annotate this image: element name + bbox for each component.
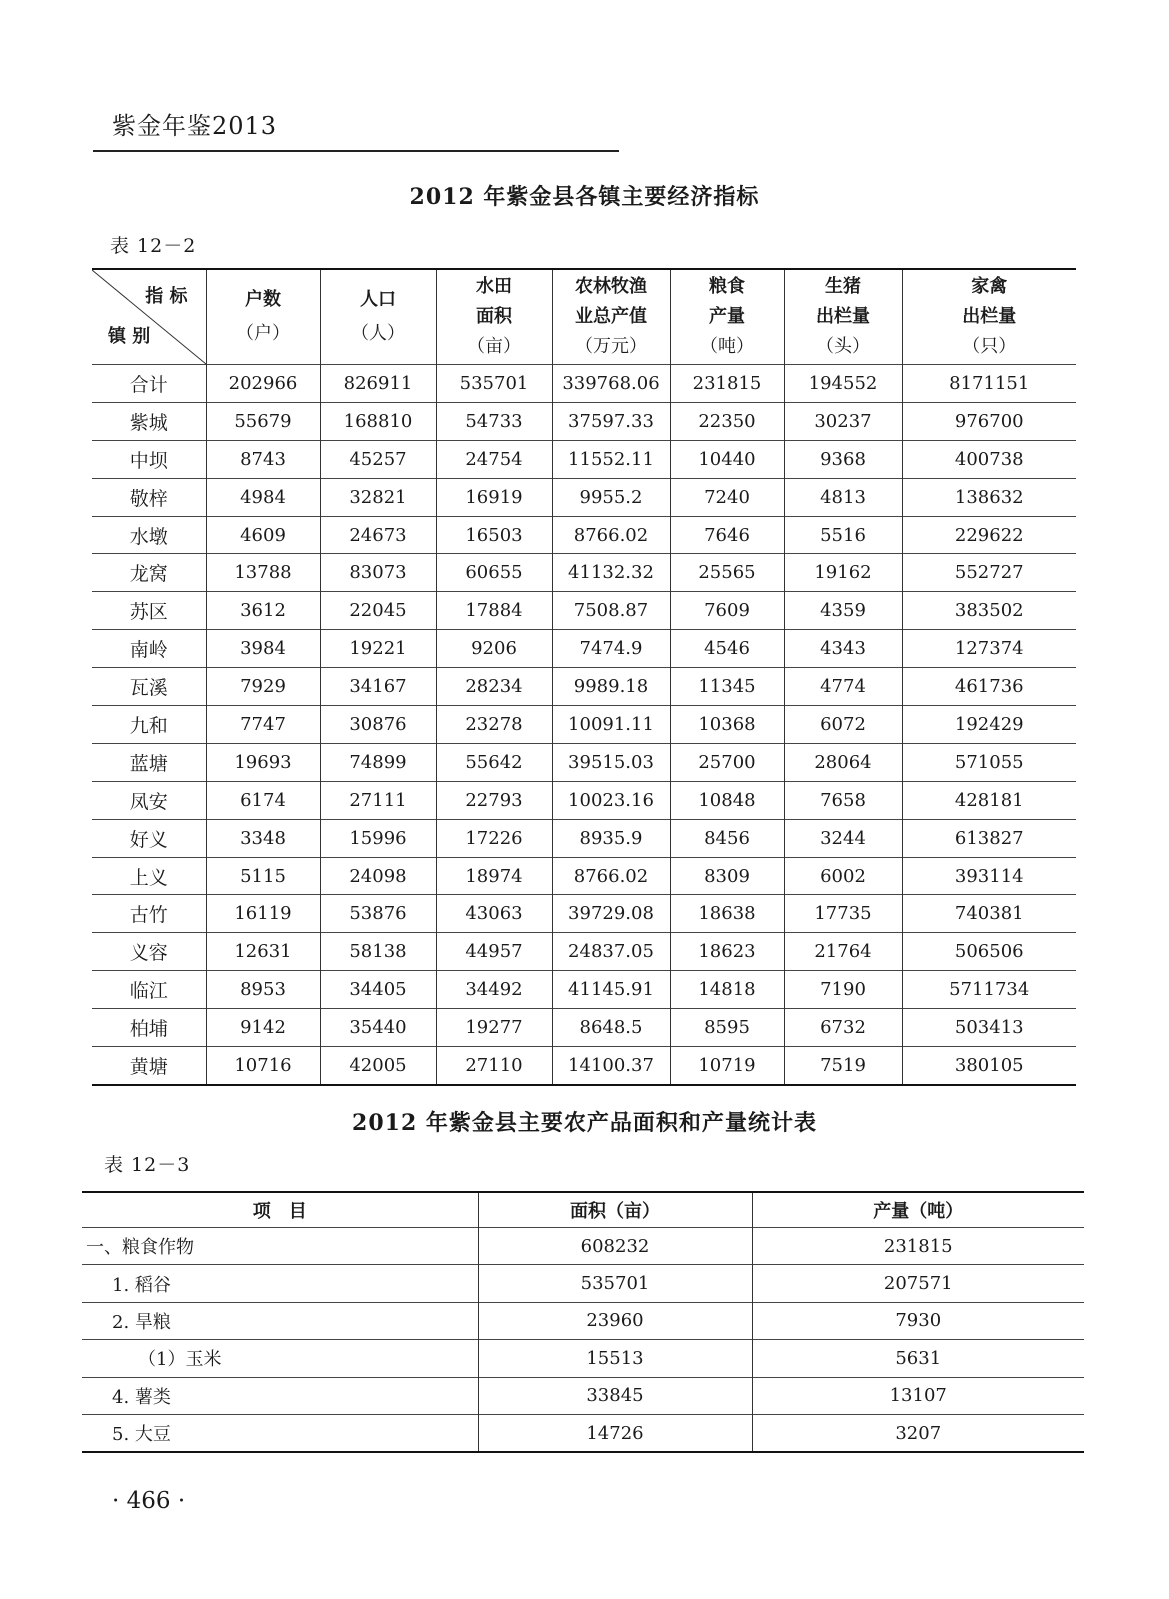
value-cell: 826911 [320, 365, 436, 403]
column-header [552, 269, 670, 365]
value-cell: 30876 [320, 706, 436, 744]
town-name-cell: 黄塘 [92, 1047, 206, 1085]
column-header-unit: （人） [351, 323, 405, 344]
column-header-name: 户数 [245, 289, 281, 310]
value-cell: 9142 [206, 1009, 320, 1047]
value-cell: 10719 [670, 1047, 784, 1085]
value-cell: 83073 [320, 554, 436, 592]
value-cell: 24837.05 [552, 933, 670, 971]
value-cell: 37597.33 [552, 402, 670, 440]
column-header-name: 家禽 [971, 276, 1008, 297]
value-cell: 25565 [670, 554, 784, 592]
town-name-cell: 古竹 [92, 895, 206, 933]
value-cell: 8648.5 [552, 1009, 670, 1047]
value-cell: 7747 [206, 706, 320, 744]
table1-body [92, 365, 1076, 1085]
value-cell: 10440 [670, 440, 784, 478]
value-cell: 6002 [784, 857, 902, 895]
value-cell: 5711734 [902, 971, 1076, 1009]
table-row [82, 1265, 1084, 1302]
value-cell: 19277 [436, 1009, 552, 1047]
corner-top-label: 指 标 [145, 286, 188, 307]
town-name-cell: 紫城 [92, 402, 206, 440]
value-cell: 7929 [206, 668, 320, 706]
value-cell: 6732 [784, 1009, 902, 1047]
value-cell: 44957 [436, 933, 552, 971]
area-cell: 535701 [478, 1265, 752, 1302]
value-cell: 22793 [436, 781, 552, 819]
value-cell: 194552 [784, 365, 902, 403]
table-row [92, 440, 1076, 478]
town-name-cell: 九和 [92, 706, 206, 744]
table1-label: 表 12－2 [110, 235, 197, 257]
value-cell: 39515.03 [552, 743, 670, 781]
table-row [92, 895, 1076, 933]
value-cell: 8456 [670, 819, 784, 857]
town-name-cell: 瓦溪 [92, 668, 206, 706]
value-cell: 16119 [206, 895, 320, 933]
value-cell: 43063 [436, 895, 552, 933]
value-cell: 127374 [902, 630, 1076, 668]
item-cell: 1. 稻谷 [82, 1265, 478, 1302]
area-cell: 15513 [478, 1340, 752, 1377]
value-cell: 22045 [320, 592, 436, 630]
value-cell: 13788 [206, 554, 320, 592]
value-cell: 8953 [206, 971, 320, 1009]
value-cell: 23278 [436, 706, 552, 744]
value-cell: 14100.37 [552, 1047, 670, 1085]
output-column-header: 产量（吨） [752, 1192, 1084, 1228]
value-cell: 16503 [436, 516, 552, 554]
value-cell: 58138 [320, 933, 436, 971]
column-header-name: 农林牧渔 [575, 276, 647, 297]
town-name-cell: 龙窝 [92, 554, 206, 592]
column-header-unit: （头） [816, 336, 870, 357]
value-cell: 6174 [206, 781, 320, 819]
table2-body [82, 1228, 1084, 1453]
value-cell: 6072 [784, 706, 902, 744]
value-cell: 8766.02 [552, 516, 670, 554]
value-cell: 24098 [320, 857, 436, 895]
item-cell: 2. 旱粮 [82, 1302, 478, 1339]
table-row [92, 365, 1076, 403]
column-header-unit: （万元） [575, 336, 647, 357]
value-cell: 28234 [436, 668, 552, 706]
value-cell: 34405 [320, 971, 436, 1009]
value-cell: 15996 [320, 819, 436, 857]
page-number: · 466 · [112, 1488, 186, 1514]
value-cell: 168810 [320, 402, 436, 440]
value-cell: 18623 [670, 933, 784, 971]
table-row [92, 1009, 1076, 1047]
output-cell: 207571 [752, 1265, 1084, 1302]
value-cell: 7658 [784, 781, 902, 819]
value-cell: 30237 [784, 402, 902, 440]
value-cell: 10368 [670, 706, 784, 744]
value-cell: 18638 [670, 895, 784, 933]
column-header [784, 269, 902, 365]
value-cell: 428181 [902, 781, 1076, 819]
corner-bottom-label: 镇 别 [108, 326, 151, 347]
value-cell: 4343 [784, 630, 902, 668]
town-name-cell: 敬梓 [92, 478, 206, 516]
column-header-unit: （亩） [467, 336, 521, 357]
value-cell: 17735 [784, 895, 902, 933]
value-cell: 12631 [206, 933, 320, 971]
value-cell: 10023.16 [552, 781, 670, 819]
value-cell: 7190 [784, 971, 902, 1009]
value-cell: 506506 [902, 933, 1076, 971]
table-row [92, 781, 1076, 819]
town-name-cell: 苏区 [92, 592, 206, 630]
column-header-name: 业总产值 [575, 306, 647, 327]
value-cell: 380105 [902, 1047, 1076, 1085]
town-name-cell: 水墩 [92, 516, 206, 554]
table-row [92, 1047, 1076, 1085]
value-cell: 7609 [670, 592, 784, 630]
value-cell: 18974 [436, 857, 552, 895]
value-cell: 552727 [902, 554, 1076, 592]
value-cell: 8766.02 [552, 857, 670, 895]
table-row [92, 743, 1076, 781]
column-header [206, 269, 320, 365]
value-cell: 976700 [902, 402, 1076, 440]
value-cell: 19162 [784, 554, 902, 592]
value-cell: 4774 [784, 668, 902, 706]
column-header-unit: （只） [962, 336, 1017, 357]
table-row [92, 971, 1076, 1009]
value-cell: 42005 [320, 1047, 436, 1085]
town-name-cell: 蓝塘 [92, 743, 206, 781]
table2-label: 表 12－3 [104, 1154, 191, 1176]
town-economic-indicators-table [92, 268, 1076, 1086]
value-cell: 35440 [320, 1009, 436, 1047]
town-name-cell: 南岭 [92, 630, 206, 668]
table-row [92, 554, 1076, 592]
value-cell: 8171151 [902, 365, 1076, 403]
value-cell: 192429 [902, 706, 1076, 744]
value-cell: 74899 [320, 743, 436, 781]
value-cell: 5115 [206, 857, 320, 895]
value-cell: 740381 [902, 895, 1076, 933]
area-column-header: 面积（亩） [478, 1192, 752, 1228]
table-row [92, 857, 1076, 895]
value-cell: 27110 [436, 1047, 552, 1085]
column-header [320, 269, 436, 365]
table-row [82, 1228, 1084, 1265]
value-cell: 8743 [206, 440, 320, 478]
table-row [82, 1340, 1084, 1377]
table-row [92, 706, 1076, 744]
value-cell: 19693 [206, 743, 320, 781]
item-cell: 一、粮食作物 [82, 1228, 478, 1265]
table-row [92, 478, 1076, 516]
table1-header-row [92, 269, 1076, 365]
table-row [92, 933, 1076, 971]
table2-title: 2012 年紫金县主要农产品面积和产量统计表 [352, 1110, 817, 1136]
value-cell: 41145.91 [552, 971, 670, 1009]
column-header [670, 269, 784, 365]
value-cell: 8309 [670, 857, 784, 895]
value-cell: 4984 [206, 478, 320, 516]
value-cell: 339768.06 [552, 365, 670, 403]
table-row [92, 630, 1076, 668]
town-name-cell: 上义 [92, 857, 206, 895]
column-header-name: 粮食 [709, 276, 745, 297]
value-cell: 7519 [784, 1047, 902, 1085]
output-cell: 231815 [752, 1228, 1084, 1265]
column-header-name: 面积 [476, 306, 512, 327]
value-cell: 34492 [436, 971, 552, 1009]
column-header [436, 269, 552, 365]
value-cell: 571055 [902, 743, 1076, 781]
town-name-cell: 义容 [92, 933, 206, 971]
column-header-name: 产量 [709, 306, 745, 327]
column-header [902, 269, 1076, 365]
town-name-cell: 合计 [92, 365, 206, 403]
value-cell: 3984 [206, 630, 320, 668]
table2-header-row [82, 1192, 1084, 1228]
value-cell: 34167 [320, 668, 436, 706]
value-cell: 4359 [784, 592, 902, 630]
column-header-unit: （户） [236, 323, 290, 344]
value-cell: 41132.32 [552, 554, 670, 592]
value-cell: 461736 [902, 668, 1076, 706]
value-cell: 9368 [784, 440, 902, 478]
value-cell: 613827 [902, 819, 1076, 857]
value-cell: 5516 [784, 516, 902, 554]
value-cell: 9989.18 [552, 668, 670, 706]
table-row [92, 819, 1076, 857]
table-row [92, 516, 1076, 554]
value-cell: 10091.11 [552, 706, 670, 744]
town-name-cell: 凤安 [92, 781, 206, 819]
value-cell: 7240 [670, 478, 784, 516]
value-cell: 55679 [206, 402, 320, 440]
value-cell: 231815 [670, 365, 784, 403]
table-row [92, 402, 1076, 440]
value-cell: 9955.2 [552, 478, 670, 516]
table-row [82, 1377, 1084, 1414]
value-cell: 27111 [320, 781, 436, 819]
value-cell: 3244 [784, 819, 902, 857]
running-head: 紫金年鉴2013 [112, 112, 278, 140]
column-header-name: 人口 [360, 289, 396, 310]
value-cell: 202966 [206, 365, 320, 403]
area-cell: 14726 [478, 1414, 752, 1452]
value-cell: 383502 [902, 592, 1076, 630]
value-cell: 24754 [436, 440, 552, 478]
town-name-cell: 柏埔 [92, 1009, 206, 1047]
value-cell: 32821 [320, 478, 436, 516]
output-cell: 7930 [752, 1302, 1084, 1339]
value-cell: 21764 [784, 933, 902, 971]
value-cell: 503413 [902, 1009, 1076, 1047]
value-cell: 22350 [670, 402, 784, 440]
value-cell: 53876 [320, 895, 436, 933]
header-rule [93, 150, 619, 152]
table1-title: 2012 年紫金县各镇主要经济指标 [409, 184, 760, 210]
value-cell: 138632 [902, 478, 1076, 516]
value-cell: 7508.87 [552, 592, 670, 630]
value-cell: 60655 [436, 554, 552, 592]
value-cell: 400738 [902, 440, 1076, 478]
value-cell: 229622 [902, 516, 1076, 554]
value-cell: 7646 [670, 516, 784, 554]
column-header-unit: （吨） [700, 336, 754, 357]
town-name-cell: 中坝 [92, 440, 206, 478]
column-header-name: 出栏量 [962, 306, 1017, 327]
value-cell: 17884 [436, 592, 552, 630]
output-cell: 3207 [752, 1414, 1084, 1452]
value-cell: 17226 [436, 819, 552, 857]
value-cell: 14818 [670, 971, 784, 1009]
item-cell: （1）玉米 [82, 1340, 478, 1377]
value-cell: 3348 [206, 819, 320, 857]
value-cell: 4546 [670, 630, 784, 668]
area-cell: 23960 [478, 1302, 752, 1339]
value-cell: 3612 [206, 592, 320, 630]
value-cell: 4813 [784, 478, 902, 516]
area-cell: 33845 [478, 1377, 752, 1414]
town-name-cell: 临江 [92, 971, 206, 1009]
table-row [92, 668, 1076, 706]
value-cell: 10848 [670, 781, 784, 819]
item-cell: 4. 薯类 [82, 1377, 478, 1414]
value-cell: 9206 [436, 630, 552, 668]
item-cell: 5. 大豆 [82, 1414, 478, 1452]
value-cell: 45257 [320, 440, 436, 478]
table-row [82, 1414, 1084, 1452]
value-cell: 535701 [436, 365, 552, 403]
corner-header [92, 269, 206, 365]
value-cell: 4609 [206, 516, 320, 554]
value-cell: 16919 [436, 478, 552, 516]
value-cell: 393114 [902, 857, 1076, 895]
value-cell: 54733 [436, 402, 552, 440]
value-cell: 8595 [670, 1009, 784, 1047]
output-cell: 5631 [752, 1340, 1084, 1377]
value-cell: 19221 [320, 630, 436, 668]
value-cell: 7474.9 [552, 630, 670, 668]
output-cell: 13107 [752, 1377, 1084, 1414]
value-cell: 11552.11 [552, 440, 670, 478]
area-cell: 608232 [478, 1228, 752, 1265]
column-header-name: 生猪 [825, 276, 861, 297]
town-name-cell: 好义 [92, 819, 206, 857]
column-header-name: 出栏量 [816, 306, 870, 327]
column-header-name: 水田 [476, 276, 512, 297]
value-cell: 28064 [784, 743, 902, 781]
table-row [92, 592, 1076, 630]
value-cell: 10716 [206, 1047, 320, 1085]
value-cell: 25700 [670, 743, 784, 781]
value-cell: 39729.08 [552, 895, 670, 933]
value-cell: 24673 [320, 516, 436, 554]
value-cell: 55642 [436, 743, 552, 781]
crop-area-output-table [82, 1191, 1084, 1453]
item-column-header: 项 目 [82, 1192, 478, 1228]
table-row [82, 1302, 1084, 1339]
value-cell: 8935.9 [552, 819, 670, 857]
value-cell: 11345 [670, 668, 784, 706]
